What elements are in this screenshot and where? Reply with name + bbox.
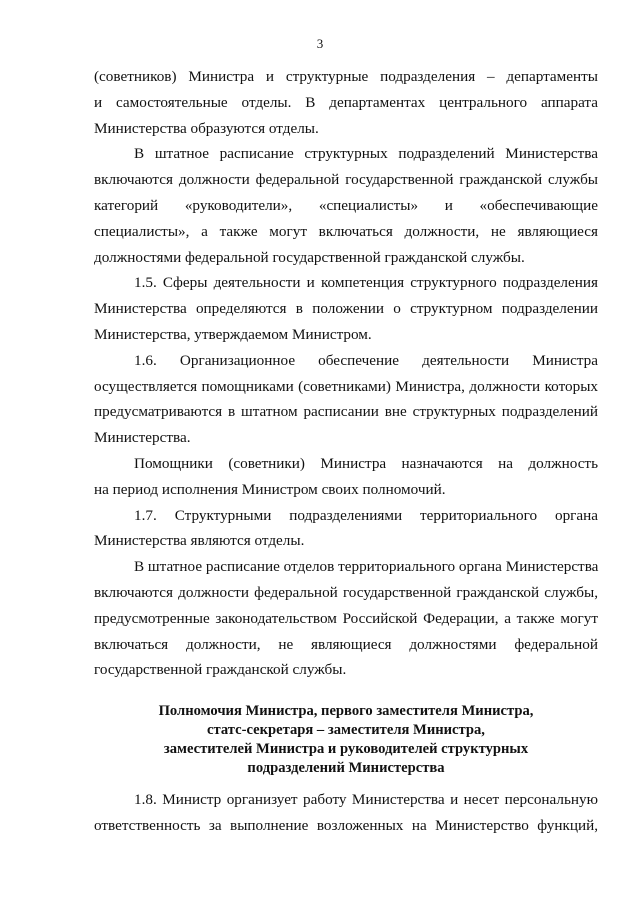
paragraph xyxy=(94,451,598,503)
text-line: ответственность за выполнение возложенных на Министерство функций, xyxy=(94,816,598,834)
text-line: включаются должности федеральной государственной гражданской службы xyxy=(94,171,598,189)
text-line: предусматриваются в штатном расписании вне структурных подразделений xyxy=(94,403,598,421)
text-line: государственной гражданской службы. xyxy=(94,661,347,679)
text-line: на период исполнения Министром своих полномочий. xyxy=(94,480,446,498)
paragraph xyxy=(94,270,598,347)
text-line: Министерства образуются отделы. xyxy=(94,119,319,137)
paragraph xyxy=(94,64,598,141)
text-line: (советников) Министра и структурные подразделения – департаменты xyxy=(94,68,598,85)
text-line: категорий «руководители», «специалисты» и «обеспечивающие xyxy=(94,196,598,214)
text-line: включаются должности федеральной государственной гражданской службы, xyxy=(94,583,598,601)
text-line: В штатное расписание структурных подразделений Министерства xyxy=(134,145,598,163)
text-line: Министерства, утверждаемом Министром. xyxy=(94,325,372,343)
paragraph xyxy=(94,141,598,270)
heading-line: Полномочия Министра, первого заместителя Министра, xyxy=(158,703,534,720)
paragraph xyxy=(94,554,598,683)
text-line: В штатное расписание отделов территориального органа Министерства xyxy=(134,558,599,576)
text-line: Помощники (советники) Министра назначаются на должность xyxy=(134,454,598,472)
document-body xyxy=(94,64,598,839)
heading-line: статс-секретаря – заместителя Министра, xyxy=(207,722,485,739)
text-line: 1.7. Структурными подразделениями территориального органа xyxy=(134,506,598,524)
paragraph xyxy=(94,787,598,839)
text-line: Министерства определяются в положении о структурном подразделении xyxy=(94,300,598,318)
text-line: Министерства. xyxy=(94,429,191,447)
paragraph xyxy=(94,503,598,555)
paragraph xyxy=(94,348,598,451)
text-line: должностями федеральной государственной гражданской службы. xyxy=(94,248,525,266)
text-line: предусмотренные законодательством Российской Федерации, а также могут xyxy=(94,609,598,627)
spacer xyxy=(94,683,598,702)
text-line: 1.5. Сферы деятельности и компетенция структурного подразделения xyxy=(134,274,598,292)
text-line: Министерства являются отделы. xyxy=(94,532,305,550)
heading-line: подразделений Министерства xyxy=(247,760,445,777)
text-line: и самостоятельные отделы. В департаментах центрального аппарата xyxy=(94,93,598,111)
text-line: специалисты», а также могут включаться должности, не являющиеся xyxy=(94,222,598,240)
text-line: 1.8. Министр организует работу Министерства и несет персональную xyxy=(134,791,598,809)
page-number: 3 xyxy=(316,36,324,51)
text-line: осуществляется помощниками (советниками) Министра, должности которых xyxy=(94,377,598,395)
spacer xyxy=(94,778,598,787)
text-line: 1.6. Организационное обеспечение деятельности Министра xyxy=(134,351,598,369)
section-heading xyxy=(94,702,598,778)
text-line: включаться должности, не являющиеся должностями федеральной xyxy=(94,635,598,653)
heading-line: заместителей Министра и руководителей структурных xyxy=(163,741,529,758)
